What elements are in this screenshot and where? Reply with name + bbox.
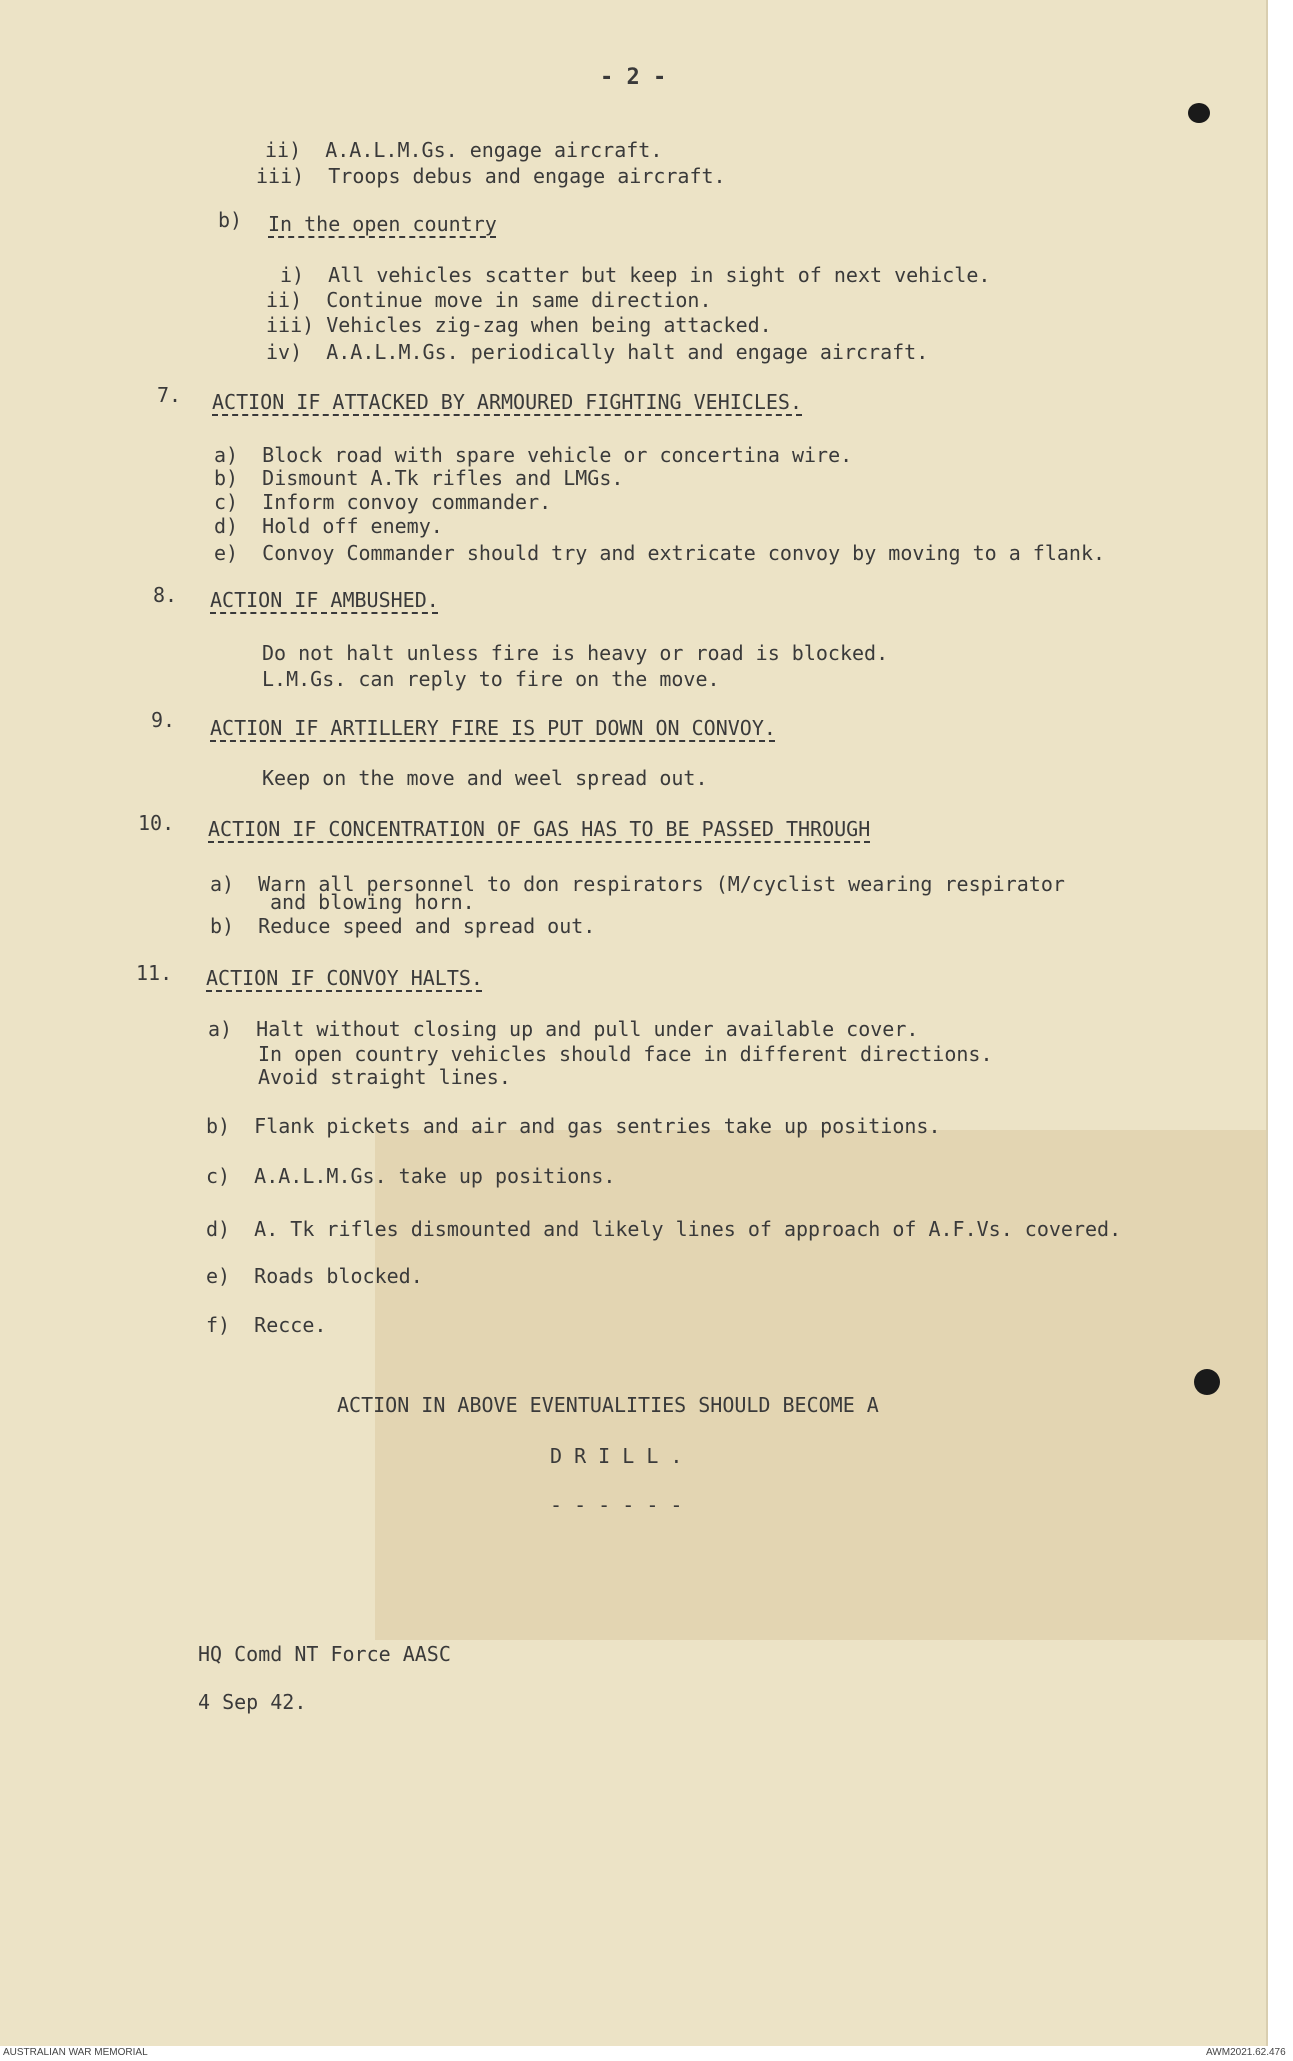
list-item: i) All vehicles scatter but keep in sight of next vehicle. — [280, 263, 991, 287]
closing-drill: D R I L L . — [550, 1444, 683, 1468]
section-number: 7. — [157, 383, 182, 407]
list-item: a) Warn all personnel to don respirators (M/cyclist wearing respirator — [210, 872, 1065, 896]
list-item: e) Convoy Commander should try and extricate convoy by moving to a flank. — [214, 541, 1106, 565]
list-item: ii) A.A.L.M.Gs. engage aircraft. — [265, 138, 663, 162]
section-title: ACTION IF AMBUSHED. — [210, 588, 439, 612]
section-title: ACTION IF CONVOY HALTS. — [206, 966, 483, 990]
section-title: ACTION IF CONCENTRATION OF GAS HAS TO BE PASSED THROUGH — [208, 817, 871, 841]
section-number: 11. — [136, 961, 173, 985]
paper-shadow — [375, 1130, 1266, 1640]
signature-date: 4 Sep 42. — [198, 1690, 307, 1714]
list-item: a) Block road with spare vehicle or concertina wire. — [214, 443, 853, 467]
list-item: In open country vehicles should face in different directions. — [258, 1042, 993, 1066]
list-item: ii) Continue move in same direction. — [266, 288, 712, 312]
list-item: iv) A.A.L.M.Gs. periodically halt and engage aircraft. — [266, 340, 929, 364]
list-item: iii) Vehicles zig-zag when being attacked. — [266, 313, 772, 337]
punch-hole — [1194, 1369, 1220, 1395]
paragraph: L.M.Gs. can reply to fire on the move. — [262, 667, 720, 691]
list-item: and blowing horn. — [270, 890, 475, 914]
section-number: 9. — [151, 708, 176, 732]
closing-rule: - - - - - - — [550, 1493, 683, 1517]
list-item: a) Halt without closing up and pull under available cover. — [208, 1017, 919, 1041]
list-item: b) Reduce speed and spread out. — [210, 914, 596, 938]
paragraph: Keep on the move and weel spread out. — [262, 766, 708, 790]
page-number: - 2 - — [600, 65, 667, 90]
list-item: b) Flank pickets and air and gas sentries take up positions. — [206, 1114, 941, 1138]
footer-accession: AWM2021.62.476 — [1206, 2047, 1286, 2058]
section-title: ACTION IF ARTILLERY FIRE IS PUT DOWN ON CONVOY. — [210, 716, 776, 740]
list-item: iii) Troops debus and engage aircraft. — [256, 164, 726, 188]
subsection-title: In the open country — [268, 212, 497, 236]
paragraph: Do not halt unless fire is heavy or road is blocked. — [262, 641, 889, 665]
list-item: c) A.A.L.M.Gs. take up positions. — [206, 1164, 616, 1188]
list-item: e) Roads blocked. — [206, 1264, 423, 1288]
list-item: f) Recce. — [206, 1313, 327, 1337]
section-number: 8. — [153, 583, 178, 607]
list-item: Avoid straight lines. — [258, 1065, 511, 1089]
archive-footer — [0, 2046, 1293, 2061]
list-item: b) Dismount A.Tk rifles and LMGs. — [214, 466, 624, 490]
list-item-label: b) — [218, 208, 243, 232]
list-item: c) Inform convoy commander. — [214, 490, 552, 514]
closing-statement: ACTION IN ABOVE EVENTUALITIES SHOULD BECOME A — [337, 1393, 879, 1417]
punch-hole — [1188, 103, 1210, 123]
list-item: d) Hold off enemy. — [214, 514, 443, 538]
footer-institution: AUSTRALIAN WAR MEMORIAL — [3, 2047, 148, 2058]
section-title: ACTION IF ATTACKED BY ARMOURED FIGHTING VEHICLES. — [212, 390, 803, 414]
list-item: d) A. Tk rifles dismounted and likely lines of approach of A.F.Vs. covered. — [206, 1217, 1122, 1241]
section-number: 10. — [138, 811, 175, 835]
signature-unit: HQ Comd NT Force AASC — [198, 1642, 451, 1666]
